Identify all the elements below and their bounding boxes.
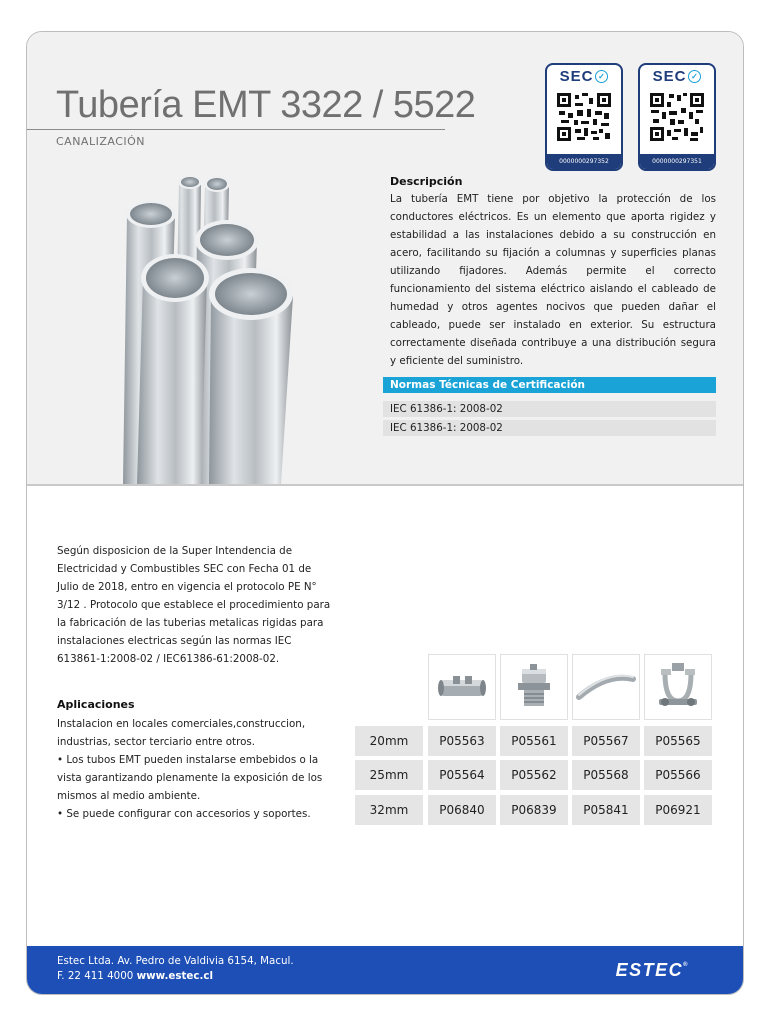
footer-contact (57, 954, 294, 984)
applications-title: Aplicaciones (57, 698, 135, 711)
emt-pipes-image (97, 162, 317, 484)
footer-phone-line (57, 969, 294, 984)
elbow-image (572, 654, 640, 720)
qr-code-icon (557, 93, 611, 141)
website-link[interactable]: www.estec.cl (136, 970, 214, 982)
applications-line: vista garantizando plenamente la exposición de los (57, 772, 323, 784)
sec-certificate-2[interactable] (638, 63, 716, 171)
sec-logo: SEC (652, 68, 687, 85)
elbow-icon (573, 655, 639, 719)
category-label: CANALIZACIÓN (56, 135, 146, 148)
footer-address: Estec Ltda. Av. Pedro de Valdivia 6154, Macul. (57, 955, 294, 967)
code-cell: P05566 (644, 760, 712, 790)
connector-image (500, 654, 568, 720)
code-cell: P05841 (572, 795, 640, 825)
sec-certificate-1[interactable] (545, 63, 623, 171)
code-cell: P05565 (644, 726, 712, 756)
product-sheet (26, 31, 744, 995)
logo-text: ESTEC (615, 960, 684, 980)
applications-line: mismos al medio ambiente. (57, 790, 201, 802)
applications-body (57, 715, 337, 823)
coupling-image (428, 654, 496, 720)
certificate-code: 0000000297352 (547, 154, 621, 169)
code-cell: P06840 (428, 795, 496, 825)
norms-header: Normas Técnicas de Certificación (383, 377, 716, 393)
applications-line: Instalacion en locales comerciales,construccion, (57, 718, 306, 730)
code-cell: P06921 (644, 795, 712, 825)
description-body: La tubería EMT tiene por objetivo la protección de los conductores eléctricos. Es un elemento que aporta rigidez y estabilidad a las instalaciones debido a su construcción en acero, facilitando su fijación a columnas y superficies planas utilizando fijadores. Además permite el correcto funcionamiento del sistema eléctrico aislando el cableado de humedad y otros agentes nocivos que pueden dañar el cableado, puede ser instalado en exterior. Su estructura correctamente diseñada contribuye a una distribución segura y eficiente del suministro. (390, 193, 716, 367)
code-cell: P05561 (500, 726, 568, 756)
code-cell: P05563 (428, 726, 496, 756)
applications-line: • Se puede configurar con accesorios y soportes. (57, 808, 311, 820)
clamp-icon (645, 655, 711, 719)
norm-item: IEC 61386-1: 2008-02 (383, 420, 716, 436)
code-cell: P05568 (572, 760, 640, 790)
code-cell: P05564 (428, 760, 496, 790)
applications-line: • Los tubos EMT pueden instalarse embebidos o la (57, 754, 319, 766)
certificate-code: 0000000297351 (640, 154, 714, 169)
norm-item: IEC 61386-1: 2008-02 (383, 401, 716, 417)
page-title: Tubería EMT 3322 / 5522 (56, 84, 476, 126)
coupling-icon (429, 655, 495, 719)
estec-logo (616, 960, 689, 981)
footer (27, 946, 743, 994)
size-cell: 20mm (355, 726, 423, 756)
footer-phone: F. 22 411 4000 (57, 970, 134, 982)
description-title: Descripción (390, 175, 463, 188)
code-cell: P05562 (500, 760, 568, 790)
registered-mark-icon: ® (683, 962, 689, 968)
check-icon: ✓ (688, 70, 701, 83)
qr-code-icon (650, 93, 704, 141)
title-divider (27, 129, 445, 130)
connector-icon (501, 655, 567, 719)
check-icon: ✓ (595, 70, 608, 83)
applications-line: industrias, sector terciario entre otros. (57, 736, 256, 748)
size-cell: 25mm (355, 760, 423, 790)
clamp-image (644, 654, 712, 720)
size-cell: 32mm (355, 795, 423, 825)
top-section (27, 32, 743, 486)
code-cell: P05567 (572, 726, 640, 756)
code-cell: P06839 (500, 795, 568, 825)
sec-logo: SEC (559, 68, 594, 85)
sec-notice: Según disposicion de la Super Intendencia de Electricidad y Combustibles SEC con Fecha 01 de Julio de 2018, entro en vigencia el protocolo PE N° 3/12 . Protocolo que establece el procedimiento para la fabricación de las tuberias metalicas rigidas para instalaciones electricas según las normas IEC 613861-1:2008-02 / IEC61386-61:2008-02. (57, 545, 331, 665)
